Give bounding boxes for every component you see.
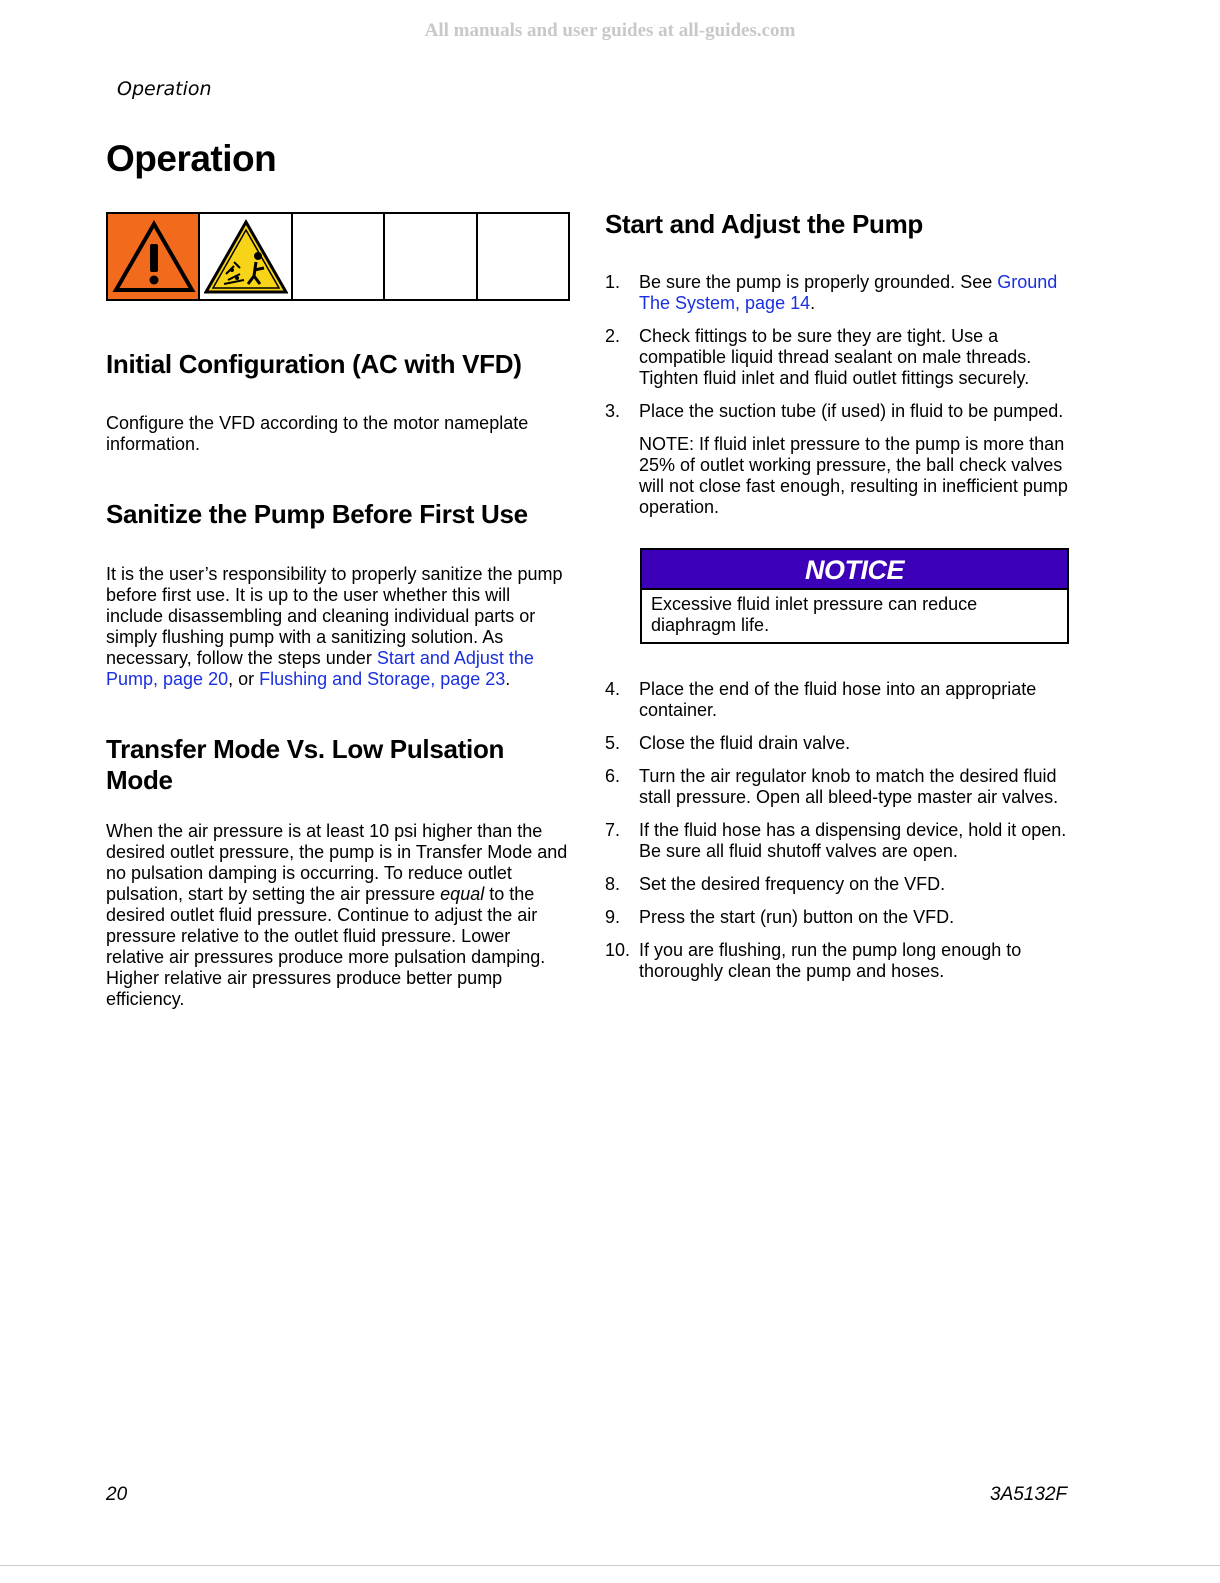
hazard-cell-pressure bbox=[200, 214, 292, 299]
step-text: Turn the air regulator knob to match the desired fluid stall pressure. Open all bleed-type master air valves. bbox=[639, 766, 1059, 807]
step-text: Be sure the pump is properly grounded. See bbox=[639, 272, 998, 292]
step-item bbox=[605, 733, 1073, 754]
notice-box bbox=[640, 548, 1069, 644]
step-item bbox=[605, 401, 1073, 422]
hazard-cell-empty bbox=[293, 214, 385, 299]
page-number: 20 bbox=[106, 1484, 128, 1505]
step-item bbox=[605, 874, 1073, 895]
hazard-cell-general bbox=[108, 214, 200, 299]
running-head: Operation bbox=[117, 78, 212, 100]
note-text: : If fluid inlet pressure to the pump is more than 25% of outlet working pressure, the ball check valves will not close fast enough, resulting in inefficient pump operation. bbox=[639, 434, 1068, 517]
step-text: Place the end of the fluid hose into an appropriate container. bbox=[639, 679, 1037, 720]
step-item bbox=[605, 326, 1073, 389]
flushing-storage-link[interactable]: Flushing and Storage, page 23 bbox=[259, 669, 506, 689]
note-label: NOTE bbox=[639, 434, 690, 454]
sanitize-text-c: . bbox=[505, 669, 511, 689]
steps-list-b bbox=[605, 679, 1073, 982]
step-text: Check fittings to be sure they are tight. Use a compatible liquid thread sealant on male threads. Tighten fluid inlet and fluid outlet fittings securely. bbox=[639, 326, 1032, 388]
transfer-emphasis: equal bbox=[440, 884, 485, 904]
steps-list-a bbox=[605, 272, 1073, 422]
step-text-end: . bbox=[810, 293, 816, 313]
step-number: 9. bbox=[605, 907, 621, 927]
step-text: If the fluid hose has a dispensing device, hold it open. Be sure all fluid shutoff valves are open. bbox=[639, 820, 1067, 861]
step-number: 6. bbox=[605, 766, 621, 786]
document-code: 3A5132F bbox=[990, 1484, 1068, 1505]
step-number: 2. bbox=[605, 326, 621, 346]
page-bottom-rule bbox=[0, 1565, 1220, 1566]
section-heading-transfer-mode: Transfer Mode Vs. Low Pulsation Mode bbox=[106, 734, 505, 795]
watermark: All manuals and user guides at all-guides.com bbox=[424, 20, 796, 41]
pressurized-splash-icon bbox=[204, 218, 288, 296]
section-heading-initial-config: Initial Configuration (AC with VFD) bbox=[106, 349, 522, 379]
step-item bbox=[605, 766, 1073, 808]
section-text-transfer-mode bbox=[106, 821, 572, 1010]
step-text: Close the fluid drain valve. bbox=[639, 733, 851, 753]
notice-text: Excessive fluid inlet pressure can reduce diaphragm life. bbox=[651, 594, 978, 635]
step-item bbox=[605, 940, 1073, 982]
ground-system-link[interactable]: Ground The System, page 14 bbox=[639, 272, 1058, 313]
sanitize-text-b: , or bbox=[228, 669, 260, 689]
step-number: 5. bbox=[605, 733, 621, 753]
step-number: 7. bbox=[605, 820, 621, 840]
step-item bbox=[605, 820, 1073, 862]
note-paragraph bbox=[605, 434, 1073, 518]
right-column bbox=[605, 200, 1073, 982]
step-number: 8. bbox=[605, 874, 621, 894]
notice-title: NOTICE bbox=[642, 550, 1067, 590]
hazard-symbol-table bbox=[106, 212, 570, 301]
section-text-initial-config: Configure the VFD according to the motor nameplate information. bbox=[106, 413, 529, 454]
step-number: 10. bbox=[605, 940, 631, 960]
step-item bbox=[605, 679, 1073, 721]
start-adjust-link[interactable]: Start and Adjust the Pump, page 20 bbox=[106, 648, 534, 689]
hazard-cell-empty bbox=[478, 214, 568, 299]
step-text: Set the desired frequency on the VFD. bbox=[639, 874, 946, 894]
section-heading-sanitize: Sanitize the Pump Before First Use bbox=[106, 499, 528, 529]
step-text: If you are flushing, run the pump long enough to thoroughly clean the pump and hoses. bbox=[639, 940, 1022, 981]
left-column bbox=[106, 340, 572, 1010]
sanitize-text-a: It is the user’s responsibility to properly sanitize the pump before first use. It is up to the user whether this will include disassembling and cleaning individual parts or simply flushing pump with a sanitizing solution. As necessary, follow the steps under bbox=[106, 564, 563, 668]
hazard-cell-empty bbox=[385, 214, 477, 299]
section-heading-start-adjust: Start and Adjust the Pump bbox=[605, 209, 923, 239]
step-item bbox=[605, 907, 1073, 928]
step-item bbox=[605, 272, 1073, 314]
step-text: Press the start (run) button on the VFD. bbox=[639, 907, 955, 927]
step-number: 4. bbox=[605, 679, 621, 699]
step-number: 1. bbox=[605, 272, 621, 292]
section-text-sanitize bbox=[106, 564, 572, 690]
transfer-text-b: to the desired outlet fluid pressure. Continue to adjust the air pressure relative to the outlet fluid pressure. Lower relative air pressures produce more pulsation damping. Higher relative air pressures produce better pump efficiency. bbox=[106, 884, 546, 1009]
step-text: Place the suction tube (if used) in fluid to be pumped. bbox=[639, 401, 1064, 421]
transfer-text-a: When the air pressure is at least 10 psi higher than the desired outlet pressure, the pump is in Transfer Mode and no pulsation damping is occurring. To reduce outlet pulsation, start by setting the air pressure bbox=[106, 821, 568, 904]
warning-triangle-icon bbox=[112, 218, 196, 296]
step-number: 3. bbox=[605, 401, 621, 421]
page-title: Operation bbox=[106, 138, 277, 179]
